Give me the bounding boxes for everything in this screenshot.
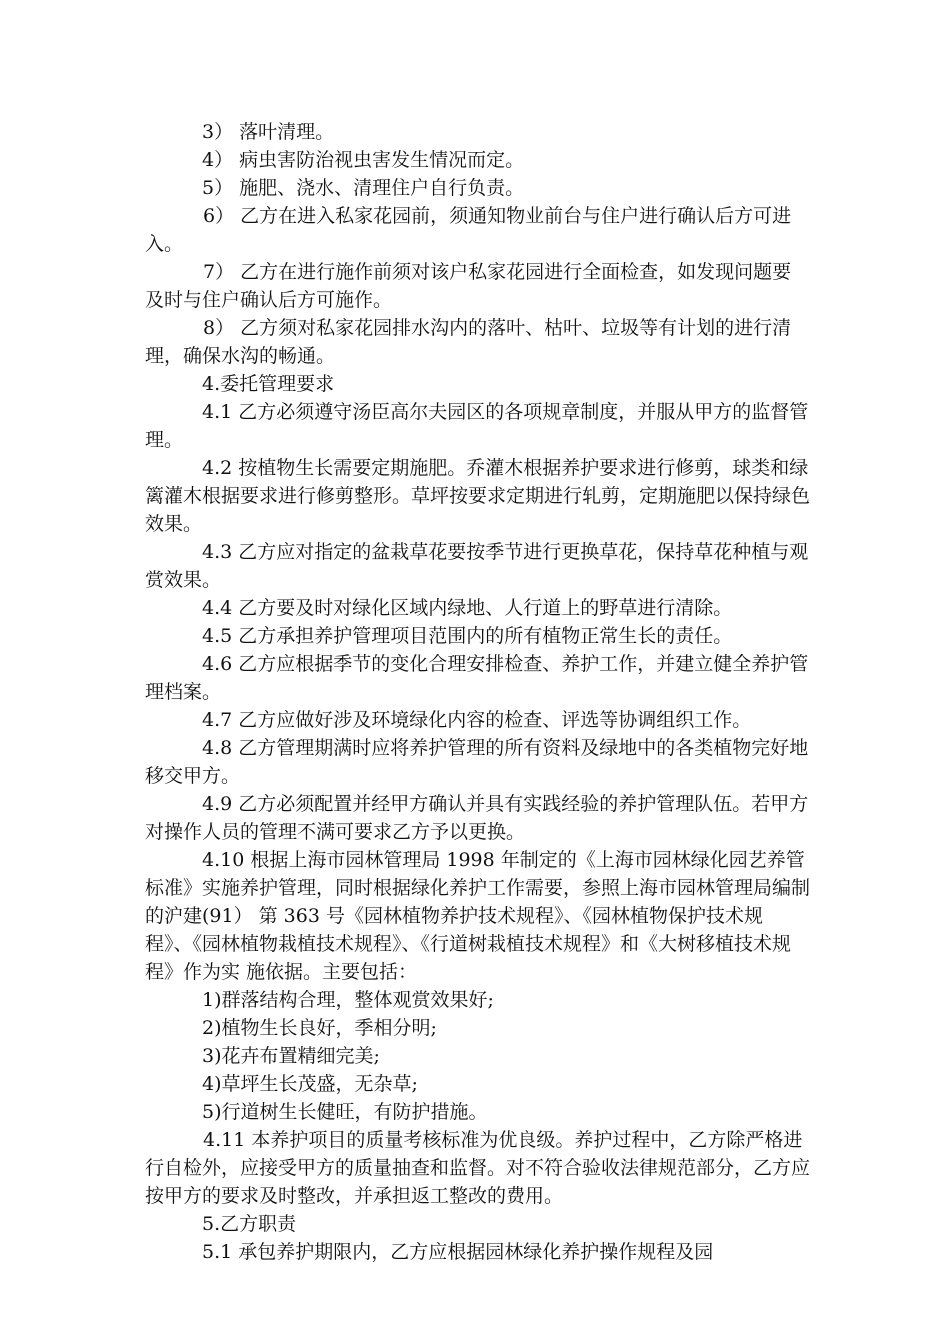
standard-item-1: 1)群落结构合理，整体观赏效果好; [202, 989, 494, 1011]
standard-item-4: 4)草坪生长茂盛，无杂草; [202, 1073, 418, 1095]
list-item-7: 7） 乙方在进行施作前须对该户私家花园进行全面检查，如发现问题要及时与住户确认后方可施作。 [145, 261, 792, 311]
list-item-5: 5） 施肥、浇水、清理住户自行负责。 [202, 177, 525, 199]
clause-4-11: 4.11 本养护项目的质量考核标准为优良级。养护过程中，乙方除严格进行自检外，应接受甲方的质量抽查和监督。对不符合验收法律规范部分，乙方应按甲方的要求及时整改，并承担返工整改的费用。 [145, 1129, 811, 1207]
clause-5-1: 5.1 承包养护期限内，乙方应根据园林绿化养护操作规程及园 [202, 1241, 714, 1263]
clause-4-3: 4.3 乙方应对指定的盆栽草花要按季节进行更换草花，保持草花种植与观赏效果。 [145, 541, 809, 591]
clause-4-5: 4.5 乙方承担养护管理项目范围内的所有植物正常生长的责任。 [202, 625, 733, 647]
clause-4-6: 4.6 乙方应根据季节的变化合理安排检查、养护工作，并建立健全养护管理档案。 [145, 653, 809, 703]
list-item-8: 8） 乙方须对私家花园排水沟内的落叶、枯叶、垃圾等有计划的进行清理，确保水沟的畅通。 [145, 317, 792, 367]
section-heading-4: 4.委托管理要求 [202, 373, 335, 395]
clause-4-10: 4.10 根据上海市园林管理局 1998 年制定的《上海市园林绿化园艺养管标准》实施养护管理，同时根据绿化养护工作需要，参照上海市园林管理局编制的沪建(91） 第 363 号《园林植物养护技术规程》、《园林植物保护技术规程》、《园林植物栽植技术规程》、《行道树栽植技术规程》和《大树移植技术规程》作为实 施依据。主要包括： [145, 849, 811, 983]
standard-item-3: 3)花卉布置精细完美; [202, 1045, 380, 1067]
clause-4-2: 4.2 按植物生长需要定期施肥。乔灌木根据养护要求进行修剪，球类和绿篱灌木根据要求进行修剪整形。草坪按要求定期进行轧剪，定期施肥以保持绿色效果。 [145, 457, 811, 535]
document-body [145, 118, 810, 1266]
clause-4-1: 4.1 乙方必须遵守汤臣高尔夫园区的各项规章制度，并服从甲方的监督管理。 [145, 401, 809, 451]
list-item-4: 4） 病虫害防治视虫害发生情况而定。 [202, 149, 525, 171]
list-item-3: 3） 落叶清理。 [202, 121, 335, 143]
standard-item-5: 5)行道树生长健旺，有防护措施。 [202, 1101, 488, 1123]
clause-4-4: 4.4 乙方要及时对绿化区域内绿地、人行道上的野草进行清除。 [202, 597, 733, 619]
clause-4-9: 4.9 乙方必须配置并经甲方确认并具有实践经验的养护管理队伍。若甲方对操作人员的管理不满可要求乙方予以更换。 [145, 793, 809, 843]
standard-item-2: 2)植物生长良好，季相分明; [202, 1017, 437, 1039]
clause-4-7: 4.7 乙方应做好涉及环境绿化内容的检查、评选等协调组织工作。 [202, 709, 752, 731]
list-item-6: 6） 乙方在进入私家花园前，须通知物业前台与住户进行确认后方可进入。 [145, 205, 792, 255]
section-heading-5: 5.乙方职责 [202, 1213, 297, 1235]
clause-4-8: 4.8 乙方管理期满时应将养护管理的所有资料及绿地中的各类植物完好地移交甲方。 [145, 737, 809, 787]
